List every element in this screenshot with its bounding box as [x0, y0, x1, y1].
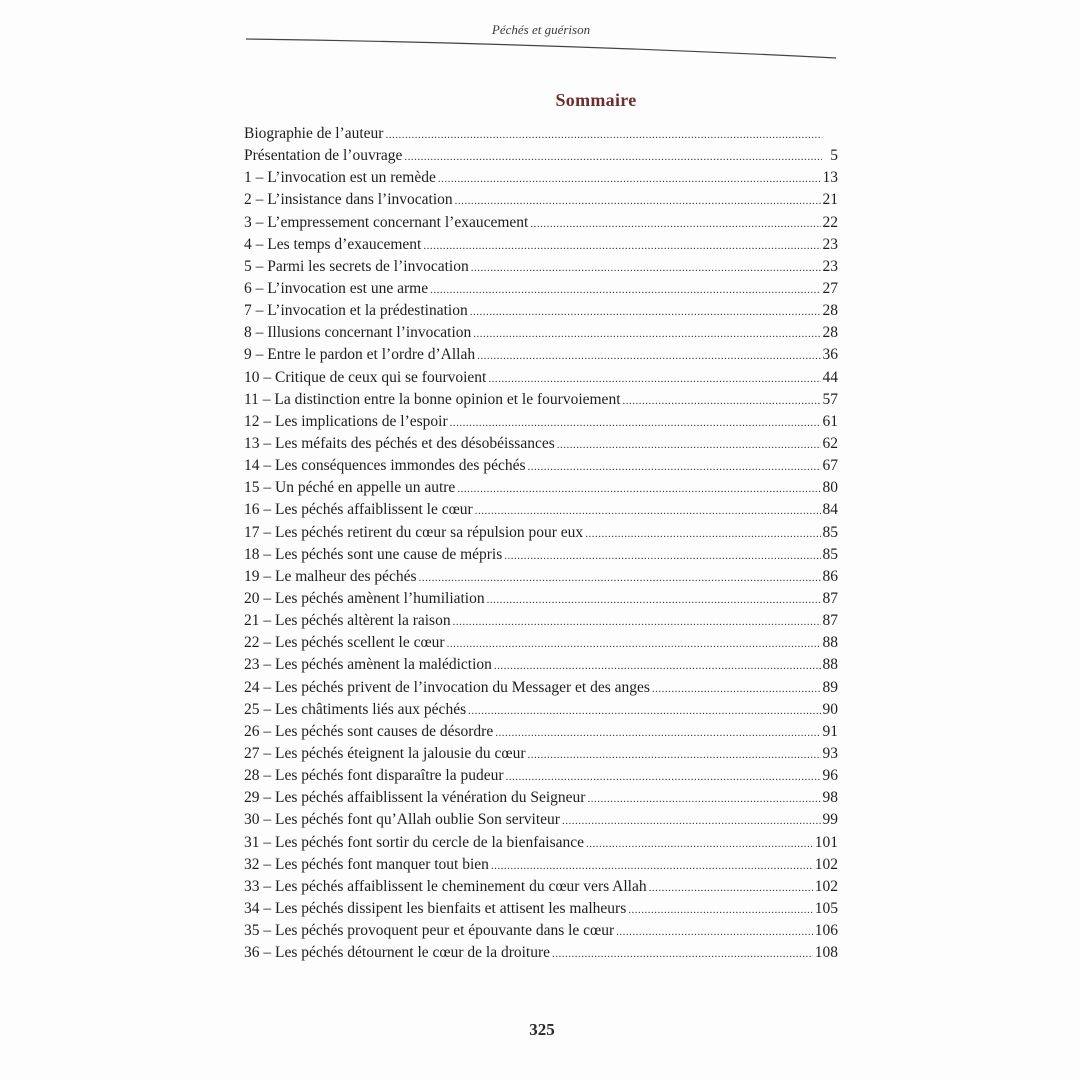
toc-entry [244, 787, 838, 809]
toc-entry-title: 2 – L’insistance dans l’invocation [244, 191, 453, 209]
toc-entry-page: 27 [822, 279, 838, 297]
toc-entry-page: 44 [822, 368, 838, 386]
toc-entry [244, 256, 838, 278]
dot-leader [530, 213, 820, 235]
toc-entry-page: 88 [822, 656, 838, 674]
toc-entry-page: 106 [814, 922, 838, 940]
toc-entry [244, 898, 838, 920]
toc-entry-title: 16 – Les péchés affaiblissent le cœur [244, 501, 473, 519]
toc-entry-page: 23 [822, 235, 838, 253]
toc-entry [244, 278, 838, 300]
dot-leader [488, 368, 820, 390]
toc-entry [244, 699, 838, 721]
dot-leader [487, 589, 821, 611]
toc-entry [244, 234, 838, 256]
toc-entry [244, 477, 838, 499]
toc-entry-page: 105 [814, 899, 838, 917]
page-title: Sommaire [555, 90, 637, 110]
toc-entry-page: 108 [814, 944, 838, 962]
toc-entry-page: 13 [822, 169, 838, 187]
toc-entry-page: 84 [822, 501, 838, 519]
toc-entry-page: 102 [814, 877, 838, 895]
dot-leader [506, 766, 821, 788]
dot-leader [491, 855, 813, 877]
dot-leader [495, 722, 820, 744]
toc-entry [244, 322, 838, 344]
toc-entry-page: 93 [822, 744, 838, 762]
toc-entry-title: 33 – Les péchés affaiblissent le cheminement du cœur vers Allah [244, 877, 647, 895]
toc-entry [244, 123, 838, 145]
dot-leader [652, 678, 821, 700]
dot-leader [586, 833, 813, 855]
dot-leader [385, 124, 822, 146]
toc-entry-title: 25 – Les châtiments liés aux péchés [244, 700, 467, 718]
toc-entry-title: 22 – Les péchés scellent le cœur [244, 634, 445, 652]
dot-leader [477, 345, 820, 367]
toc-entry-page: 21 [822, 191, 838, 209]
dot-leader [438, 168, 821, 190]
dot-leader [450, 412, 821, 434]
toc-entry-page: 28 [822, 302, 838, 320]
toc-entry-title: 4 – Les temps d’exaucement [244, 235, 422, 253]
toc-entry-title: 12 – Les implications de l’espoir [244, 412, 448, 430]
toc-entry-title: 21 – Les péchés altèrent la raison [244, 612, 451, 630]
toc-entry-page: 91 [822, 722, 838, 740]
dot-leader [528, 744, 821, 766]
toc-entry-page: 85 [822, 545, 838, 563]
toc-entry-page: 88 [822, 634, 838, 652]
toc-entry-title: 15 – Un péché en appelle un autre [244, 479, 456, 497]
toc-entry [244, 876, 838, 898]
toc-entry [244, 654, 838, 676]
page-number: 325 [529, 1020, 555, 1039]
toc-entry-page: 67 [822, 457, 838, 475]
toc-entry-page: 23 [822, 257, 838, 275]
dot-leader [528, 456, 821, 478]
dot-leader [585, 523, 820, 545]
dot-leader [404, 146, 822, 168]
toc-entry [244, 145, 838, 167]
toc-entry-page: 22 [822, 213, 838, 231]
toc-entry-title: 7 – L’invocation et la prédestination [244, 302, 468, 320]
toc-entry-title: 14 – Les conséquences immondes des péchés [244, 457, 526, 475]
toc-entry-title: 13 – Les méfaits des péchés et des désobéissances [244, 434, 555, 452]
dot-leader [430, 279, 820, 301]
toc-entry-title: 36 – Les péchés détournent le cœur de la droiture [244, 944, 551, 962]
toc-entry-title: 32 – Les péchés font manquer tout bien [244, 855, 489, 873]
toc-entry-page: 5 [830, 147, 838, 165]
toc-entry-title: 20 – Les péchés amènent l’humiliation [244, 589, 485, 607]
dot-leader [587, 788, 820, 810]
header-rule [246, 37, 836, 61]
dot-leader [494, 655, 821, 677]
toc-entry-page: 87 [822, 589, 838, 607]
toc-entry-title: Biographie de l’auteur [244, 125, 384, 142]
toc-entry [244, 212, 838, 234]
dot-leader [447, 633, 821, 655]
toc-entry-page: 80 [822, 479, 838, 497]
toc-entry-page: 87 [822, 612, 838, 630]
toc-entry [244, 522, 838, 544]
toc-entry [244, 300, 838, 322]
toc-entry [244, 721, 838, 743]
dot-leader [457, 478, 820, 500]
dot-leader [552, 943, 813, 965]
toc-entry-title: 11 – La distinction entre la bonne opinion et le fourvoiement [244, 390, 621, 408]
toc-entry [244, 411, 838, 433]
toc-entry [244, 942, 838, 964]
toc-entry-title: 9 – Entre le pardon et l’ordre d’Allah [244, 346, 476, 364]
toc-entry-page: 102 [814, 855, 838, 873]
dot-leader [557, 434, 821, 456]
toc-entry-title: 5 – Parmi les secrets de l’invocation [244, 257, 469, 275]
toc-entry-title: 29 – Les péchés affaiblissent la vénération du Seigneur [244, 789, 586, 807]
dot-leader [455, 190, 821, 212]
dot-leader [470, 301, 821, 323]
running-head: Péchés et guérison [491, 22, 591, 37]
dot-leader [423, 235, 820, 257]
toc-entry [244, 610, 838, 632]
toc-entry [244, 743, 838, 765]
toc-entry-title: 30 – Les péchés font qu’Allah oublie Son serviteur [244, 811, 560, 829]
toc-entry-page: 28 [822, 324, 838, 342]
toc-entry-title: 1 – L’invocation est un remède [244, 169, 436, 187]
toc-entry-page: 99 [822, 811, 838, 829]
toc-entry-page: 62 [822, 434, 838, 452]
toc-entry-title: 3 – L’empressement concernant l’exaucement [244, 213, 529, 231]
toc-entry-title: 19 – Le malheur des péchés [244, 567, 417, 585]
toc-entry-title: 6 – L’invocation est une arme [244, 279, 429, 297]
toc-entry [244, 499, 838, 521]
toc-entry-title: 27 – Les péchés éteignent la jalousie du cœur [244, 744, 526, 762]
toc-entry-title: 34 – Les péchés dissipent les bienfaits et attisent les malheurs [244, 899, 627, 917]
toc-entry-page: 90 [822, 700, 838, 718]
toc-entry-title: 28 – Les péchés font disparaître la pudeur [244, 767, 504, 785]
toc-entry-page: 36 [822, 346, 838, 364]
toc-entry-page: 101 [814, 833, 838, 851]
toc-entry [244, 765, 838, 787]
dot-leader [628, 899, 813, 921]
toc-entry [244, 854, 838, 876]
dot-leader [453, 611, 821, 633]
dot-leader [475, 500, 821, 522]
toc-entry [244, 920, 838, 942]
dot-leader [616, 921, 813, 943]
toc-entry [244, 189, 838, 211]
toc-entry [244, 632, 838, 654]
toc-entry [244, 344, 838, 366]
toc-entry-title: 26 – Les péchés sont causes de désordre [244, 722, 494, 740]
toc-entry-title: 17 – Les péchés retirent du cœur sa répulsion pour eux [244, 523, 584, 541]
toc-entry [244, 809, 838, 831]
toc-entry [244, 544, 838, 566]
toc-entry [244, 389, 838, 411]
toc-entry-page: 85 [822, 523, 838, 541]
toc-entry-page: 89 [822, 678, 838, 696]
toc-entry [244, 167, 838, 189]
toc-entry [244, 677, 838, 699]
toc-entry-title: 35 – Les péchés provoquent peur et épouvante dans le cœur [244, 922, 615, 940]
dot-leader [504, 545, 820, 567]
toc-entry-page: 86 [822, 567, 838, 585]
dot-leader [562, 810, 821, 832]
dot-leader [649, 877, 813, 899]
toc-entry-title: 10 – Critique de ceux qui se fourvoient [244, 368, 487, 386]
dot-leader [623, 390, 821, 412]
dot-leader [471, 257, 821, 279]
table-of-contents [244, 123, 838, 964]
toc-entry [244, 455, 838, 477]
toc-entry-page: 61 [822, 412, 838, 430]
dot-leader [419, 567, 821, 589]
toc-entry [244, 588, 838, 610]
toc-entry-page: 57 [822, 390, 838, 408]
dot-leader [468, 700, 820, 722]
toc-entry-title: 31 – Les péchés font sortir du cercle de la bienfaisance [244, 833, 584, 851]
toc-entry-page: 96 [822, 767, 838, 785]
toc-entry [244, 433, 838, 455]
toc-entry-page: 98 [822, 789, 838, 807]
toc-entry [244, 367, 838, 389]
dot-leader [473, 323, 820, 345]
toc-entry-title: 23 – Les péchés amènent la malédiction [244, 656, 492, 674]
toc-entry-title: 24 – Les péchés privent de l’invocation du Messager et des anges [244, 678, 650, 696]
toc-entry [244, 832, 838, 854]
toc-entry-title: 8 – Illusions concernant l’invocation [244, 324, 472, 342]
toc-entry [244, 566, 838, 588]
toc-entry-title: 18 – Les péchés sont une cause de mépris [244, 545, 503, 563]
toc-entry-title: Présentation de l’ouvrage [244, 147, 403, 165]
